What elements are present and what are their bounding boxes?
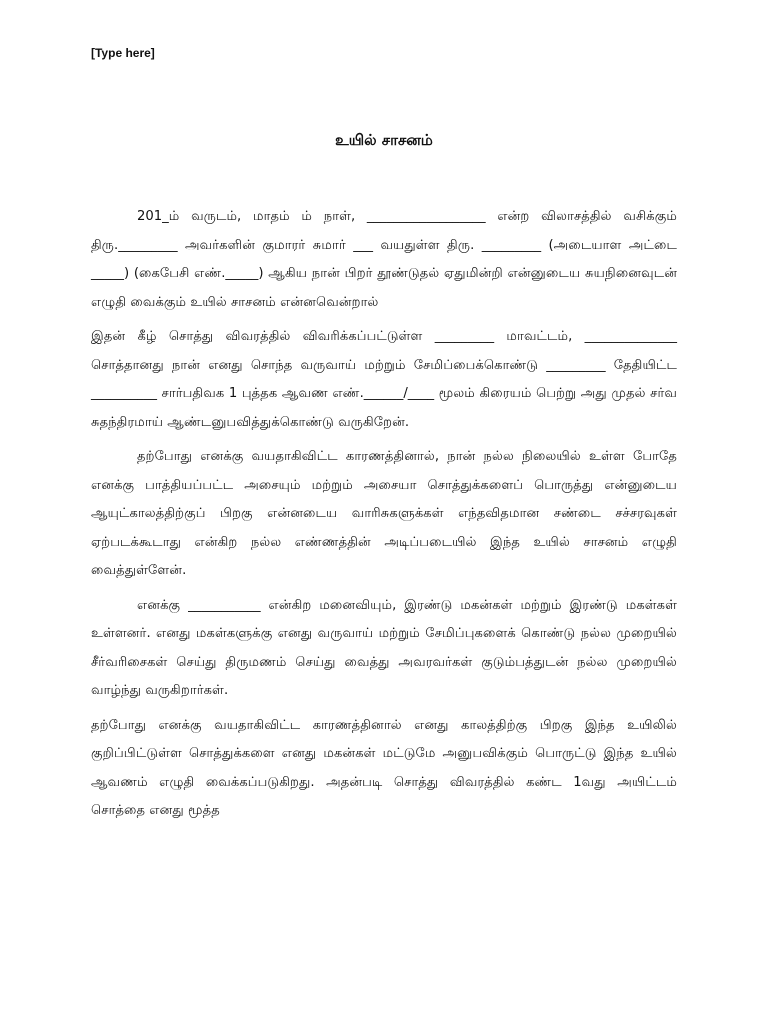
paragraph-intro: 201_ம் வருடம், மாதம் ம் நாள், __________________ என்ற விலாசத்தில் வசிக்கும் திரு._________ அவர்களின் குமாரர் சுமார் ___ வயதுள்ள திரு. _________ (அடையாள அட்டை _____) (கைபேசி எண்._____) ஆகிய நான் பிறர் தூண்டுதல் ஏதுமின்றி என்னுடைய சுயநினைவுடன் எழுதி வைக்கும் உயில் சாசனம் என்னவென்றால் xyxy=(91,209,677,310)
paragraph-bequest: தற்போது எனக்கு வயதாகிவிட்ட காரணத்தினால் எனது காலத்திற்கு பிறகு இந்த உயிலில் குறிப்பிட்டுள்ள சொத்துக்களை எனது மகன்கள் மட்டுமே அனுபவிக்கும் பொருட்டு இந்த உயில் ஆவணம் எழுதி வைக்கப்படுகிறது. அதன்படி சொத்து விவரத்தில் கண்ட 1வது அயிட்டம் சொத்தை எனது மூத்த xyxy=(91,717,677,818)
header-placeholder[interactable]: [Type here] xyxy=(91,46,155,60)
paragraph-reason: தற்போது எனக்கு வயதாகிவிட்ட காரணத்தினால், நான் நல்ல நிலையில் உள்ள போதே எனக்கு பாத்தியப்பட்ட அசையும் மற்றும் அசையா சொத்துக்களைப் பொருத்து என்னுடைய ஆயுட்காலத்திற்குப் பிறகு என்னடைய வாரிசுகளுக்கள் எந்தவிதமான சண்டை சச்சரவுகள் ஏற்படக்கூடாது என்கிற நல்ல எண்ணத்தின் அடிப்படையில் இந்த உயில் சாசனம் எழுதி வைத்துள்ளேன். xyxy=(91,449,677,578)
document-body xyxy=(91,203,677,832)
paragraph-property: இதன் கீழ் சொத்து விவரத்தில் விவரிக்கப்பட்டுள்ள _________ மாவட்டம், ______________ சொத்தானது நான் எனது சொந்த வருவாய் மற்றும் சேமிப்பைக்கொண்டு _________ தேதியிட்ட __________ சார்பதிவக 1 புத்தக ஆவண எண்.______/____ மூலம் கிரையம் பெற்று அது முதல் சர்வ சுதந்திரமாய் ஆண்டனுபவித்துக்கொண்டு வருகிறேன். xyxy=(91,329,677,430)
paragraph-family: எனக்கு ___________ என்கிற மனைவியும், இரண்டு மகன்கள் மற்றும் இரண்டு மகள்கள் உள்ளனர். எனது மகள்களுக்கு எனது வருவாய் மற்றும் சேமிப்புகளைக் கொண்டு நல்ல முறையில் சீர்வரிசைகள் செய்து திருமணம் செய்து வைத்து அவரவர்கள் குடும்பத்துடன் நல்ல முறையில் வாழ்ந்து வருகிறார்கள். xyxy=(91,597,677,698)
document-title: உயில் சாசனம் xyxy=(335,131,433,149)
